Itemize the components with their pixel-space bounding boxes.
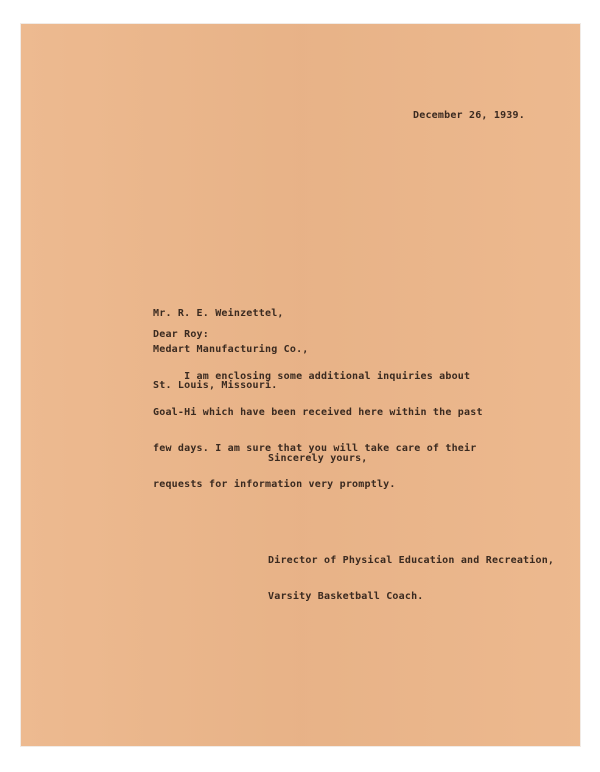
- address-line: Mr. R. E. Weinzettel,: [153, 308, 284, 319]
- body-line: Goal-Hi which have been received here within the past: [153, 407, 483, 418]
- address-line: Medart Manufacturing Co.,: [153, 344, 309, 355]
- signature-line: Varsity Basketball Coach.: [268, 591, 424, 602]
- letter-body: [153, 347, 483, 515]
- salutation: Dear Roy:: [153, 329, 209, 340]
- signature-line: Director of Physical Education and Recreation,: [268, 555, 555, 566]
- address-line: St. Louis, Missouri.: [153, 380, 278, 391]
- letter-date: December 26, 1939.: [413, 110, 525, 121]
- closing: Sincerely yours,: [268, 453, 368, 464]
- letter-page: [21, 24, 580, 746]
- body-line: I am enclosing some additional inquiries about: [153, 371, 471, 382]
- body-line: few days. I am sure that you will take care of their: [153, 443, 477, 454]
- body-line: requests for information very promptly.: [153, 479, 396, 490]
- signature-block: [268, 531, 554, 627]
